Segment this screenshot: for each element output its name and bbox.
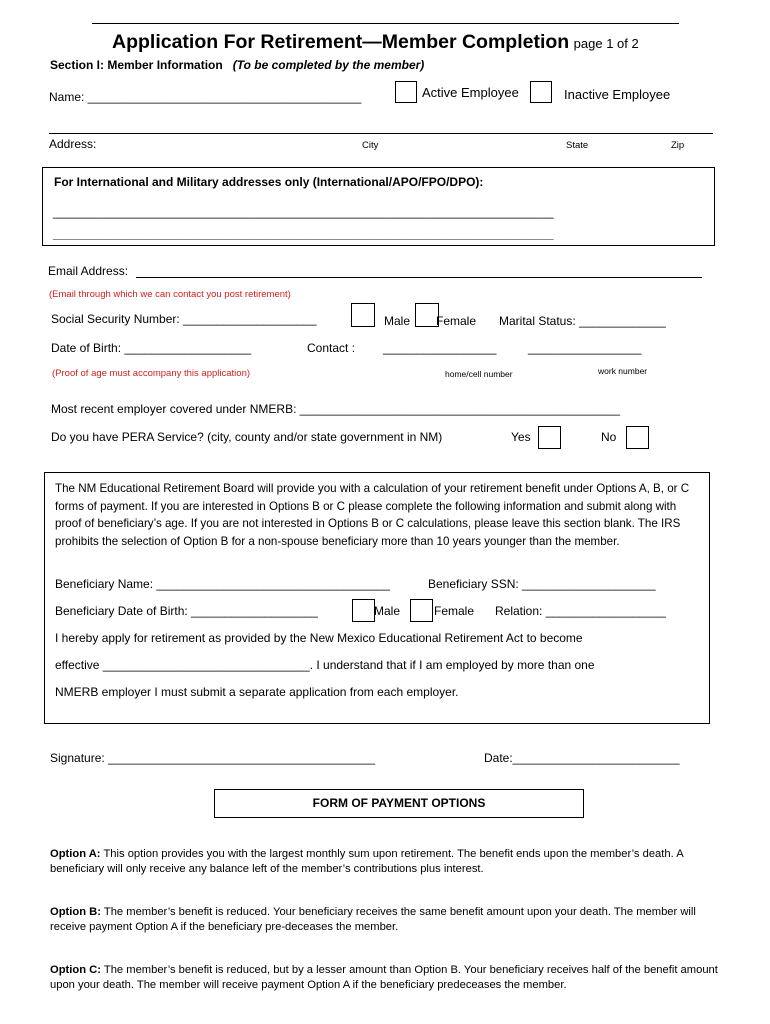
marital-status-field[interactable]: Marital Status: _____________	[499, 314, 666, 328]
option-a-name: Option A:	[50, 848, 101, 860]
option-c-name: Option C:	[50, 964, 101, 976]
signature-field[interactable]: Signature: ________________________________________	[50, 751, 375, 765]
apply-statement-line-2[interactable]: effective _______________________________. I understand that if I am employed by more than one	[55, 658, 595, 672]
date-field[interactable]: Date:_________________________	[484, 751, 680, 765]
pera-no-checkbox[interactable]	[626, 426, 649, 449]
section-heading	[50, 58, 424, 72]
pera-question: Do you have PERA Service? (city, county and/or state government in NM)	[51, 430, 443, 444]
option-b-description: The member’s benefit is reduced. Your beneficiary receives the same benefit amount upon your death. The member will receive payment Option A if the beneficiary pre-deceases the member.	[50, 906, 696, 933]
international-address-line-2[interactable]: ___________________________________________________________________________	[53, 227, 554, 241]
address-zip-label: Zip	[671, 140, 685, 151]
name-field[interactable]: Name: _________________________________________	[49, 90, 362, 104]
international-address-label: For International and Military addresses only (International/APO/FPO/DPO):	[54, 175, 484, 189]
contact-label: Contact :	[307, 341, 356, 355]
email-note: (Email through which we can contact you post retirement)	[49, 289, 291, 300]
home-number-field[interactable]: _________________	[383, 341, 497, 355]
address-city-label: City	[362, 140, 379, 151]
beneficiary-ssn-field[interactable]: Beneficiary SSN: ____________________	[428, 577, 656, 591]
address-label: Address:	[49, 137, 97, 151]
pera-no-label: No	[601, 430, 617, 444]
pera-yes-label: Yes	[511, 430, 531, 444]
address-state-label: State	[566, 140, 589, 151]
address-line[interactable]	[49, 133, 713, 134]
pera-yes-checkbox[interactable]	[538, 426, 561, 449]
option-a-description: This option provides you with the largest monthly sum upon retirement. The benefit ends upon the member’s death. A beneficiary will only receive any balance left of the member’s contributions plus interest.	[50, 848, 684, 875]
active-employee-checkbox[interactable]	[395, 81, 417, 103]
inactive-employee-label: Inactive Employee	[564, 87, 671, 102]
beneficiary-intro: The NM Educational Retirement Board will provide you with a calculation of your retirement benefit under Options A, B, or C forms of payment. If you are interested in Options B or C please complete the following information and submit along with proof of beneficiary’s age. If you are not interested in Options B or C calculations, please leave this section blank. The IRS prohibits the selection of Option B for a non-spouse beneficiary more than 10 years younger than the member.	[55, 482, 690, 548]
home-number-label: home/cell number	[445, 369, 513, 379]
beneficiary-female-label: Female	[434, 604, 475, 618]
option-c-text	[50, 963, 735, 993]
beneficiary-male-checkbox[interactable]	[352, 599, 375, 622]
section-note: (To be completed by the member)	[232, 58, 425, 72]
option-b-name: Option B:	[50, 906, 101, 918]
page-label: page 1 of 2	[573, 36, 639, 51]
international-address-line-1[interactable]: ___________________________________________________________________________	[53, 205, 554, 219]
inactive-employee-checkbox[interactable]	[530, 81, 552, 103]
page-title	[112, 31, 639, 54]
beneficiary-name-field[interactable]: Beneficiary Name: ___________________________________	[55, 577, 390, 591]
option-a-text	[50, 847, 730, 877]
male-label: Male	[384, 314, 411, 328]
beneficiary-relation-field[interactable]: Relation: __________________	[495, 604, 666, 618]
option-b-text	[50, 905, 730, 935]
option-c-description: The member’s benefit is reduced, but by a lesser amount than Option B. Your beneficiary receives half of the benefit amount upon your death. The member will receive payment Option A if the beneficiary predeceases the member.	[50, 964, 718, 991]
apply-statement-line-1: I hereby apply for retirement as provided by the New Mexico Educational Retirement Act to become	[55, 631, 583, 645]
work-number-field[interactable]: _________________	[528, 341, 642, 355]
top-rule	[92, 23, 679, 24]
email-line[interactable]	[136, 277, 702, 278]
active-employee-label: Active Employee	[422, 85, 519, 100]
beneficiary-male-label: Male	[374, 604, 401, 618]
male-checkbox[interactable]	[351, 303, 375, 327]
ssn-field[interactable]: Social Security Number: ____________________	[51, 312, 317, 326]
apply-statement-line-3: NMERB employer I must submit a separate application from each employer.	[55, 685, 459, 699]
beneficiary-dob-field[interactable]: Beneficiary Date of Birth: ___________________	[55, 604, 318, 618]
recent-employer-field[interactable]: Most recent employer covered under NMERB: ________________________________________________	[51, 402, 621, 416]
email-label: Email Address:	[48, 264, 129, 278]
work-number-label: work number	[598, 366, 648, 376]
section-title: Section I: Member Information	[50, 58, 223, 72]
female-label: Female	[436, 314, 477, 328]
proof-of-age-note: (Proof of age must accompany this application)	[52, 368, 251, 379]
payment-options-title: FORM OF PAYMENT OPTIONS	[312, 796, 486, 810]
beneficiary-female-checkbox[interactable]	[410, 599, 433, 622]
date-of-birth-field[interactable]: Date of Birth: ___________________	[51, 341, 252, 355]
title-text: Application For Retirement—Member Completion	[112, 31, 570, 53]
